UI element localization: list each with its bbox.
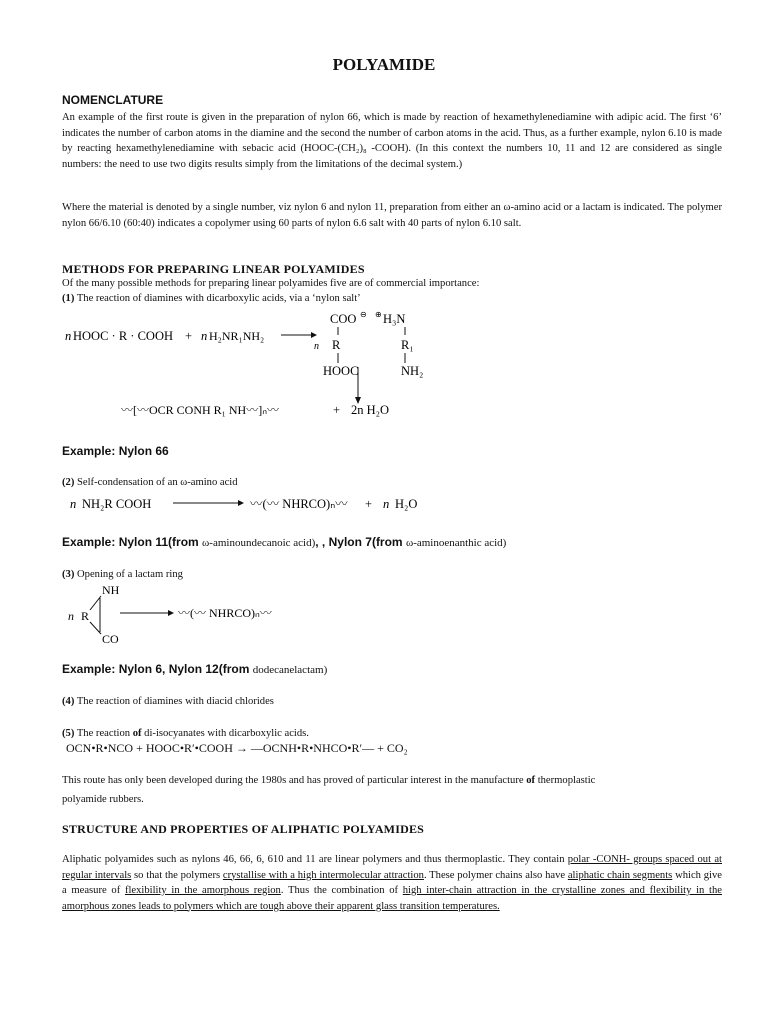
underline-crystallise: crystallise with a high intermolecular attraction	[222, 869, 424, 881]
method-1-text: The reaction of diamines with dicarboxylic acids, via a ‘nylon salt’	[74, 293, 361, 304]
method-4-number: (4)	[62, 696, 75, 707]
nomenclature-paragraph-1: An example of the first route is given in the preparation of nylon 66, which is made by reaction of hexamethylenediamine with adipic acid. The first ‘6’ indicates the number of carbon atoms in the diamine and the second the number of carbon atoms in the acid. Thus, as a further example, nylon 6.10 is made by reacting hexamethylenediamine with sebacic acid (HOOC-(CH₂)₈ -COOH). (In this context the numbers 10, 11 and 12 are considered as single numbers: the need to use two digits results simply from the limitations of the decimal system.)	[62, 112, 722, 170]
method-2-text: Self-condensation of an ω-amino acid	[74, 477, 238, 488]
example-nylon-11-7: Example: Nylon 11(from ω-aminoundecanoic acid), , Nylon 7(from ω-aminoenanthic acid)	[62, 535, 507, 549]
method-5-number: (5)	[62, 728, 75, 739]
structure-paragraph: Aliphatic polyamides such as nylons 46, 66, 6, 610 and 11 are linear polymers and thus thermoplastic. They contain polar -CONH- groups spaced out at regular intervals so that the polymers crystallise with a high intermolecular attraction. These polymer chains also have aliphatic chain segments which give a measure of flexibility in the amorphous region. Thus the combination of high inter-chain attraction in the crystalline zones and flexibility in the amorphous zones leads to polymers which are tough above their apparent glass transition temperatures.	[62, 854, 722, 912]
section-heading-methods: METHODS FOR PREPARING LINEAR POLYAMIDES	[62, 262, 365, 276]
method-2-number: (2)	[62, 477, 75, 488]
eq3-product: 〰(〰 NHRCO)ₙ〰	[178, 606, 272, 620]
eq3-n: n	[68, 609, 74, 623]
eq1-salt-hooc: HOOC	[323, 364, 359, 378]
underline-aliphatic-segments: aliphatic chain segments	[567, 869, 673, 881]
eq2-water-n: n	[383, 497, 390, 511]
eq1-n-acid: n	[65, 329, 72, 343]
eq1-product-plus: +	[333, 403, 341, 417]
eq1-product-water: 2n H₂O	[351, 403, 390, 417]
eq2-plus: +	[365, 497, 373, 511]
eq3-nh: NH	[102, 583, 120, 597]
eq1-salt-h3n: H₃N	[383, 312, 406, 326]
methods-intro: Of the many possible methods for preparing linear polyamides five are of commercial importance:	[62, 278, 480, 289]
example-nylon-6-12: Example: Nylon 6, Nylon 12(from dodecanelactam)	[62, 662, 328, 676]
eq1-salt-pos-charge: ⊕	[375, 310, 382, 319]
equation-nylon-salt	[55, 305, 475, 425]
eq1-salt-nh2: NH₂	[401, 364, 424, 378]
eq3-r: R	[81, 609, 90, 623]
method-3-text: Opening of a lactam ring	[74, 569, 183, 580]
page-title: POLYAMIDE	[332, 55, 436, 74]
eq1-salt-r1: R₁	[401, 338, 414, 352]
eq2-product: 〰(〰 NHRCO)ₙ〰	[250, 497, 348, 511]
eq1-salt-neg-charge: ⊖	[360, 310, 367, 319]
eq1-salt-coo: COO	[330, 312, 357, 326]
eq1-n-amine: n	[201, 329, 208, 343]
equation-isocyanate: OCN•R•NCO + HOOC•R′•COOH → —OCNH•R•NHCO•R′— + CO₂	[66, 741, 408, 755]
section-heading-nomenclature: NOMENCLATURE	[62, 93, 164, 107]
equation-lactam	[60, 580, 320, 648]
eq1-diamine: H₂NR₁NH₂	[209, 329, 265, 343]
eq2-reactant: NH₂R COOH	[82, 497, 152, 511]
eq2-water: H₂O	[395, 497, 418, 511]
method-1	[62, 291, 361, 306]
method-2	[62, 475, 238, 490]
eq1-diacid: HOOC · R · COOH	[73, 329, 173, 343]
underline-polar-groups: polar -CONH- groups spaced out at regular intervals	[62, 854, 722, 881]
eq1-salt-n: n	[314, 341, 319, 352]
nomenclature-paragraph-2: Where the material is denoted by a single number, viz nylon 6 and nylon 11, preparation from either an ω-amino acid or a lactam is indicated. The polymer nylon 66/6.10 (60:40) indicates a copolymer using 60 parts of nylon 6.6 salt with 40 parts of nylon 6.10 salt.	[62, 202, 722, 229]
method-4-text: The reaction of diamines with diacid chlorides	[74, 696, 274, 707]
example-nylon-66: Example: Nylon 66	[62, 444, 169, 458]
route-note-line-1: This route has only been developed during the 1980s and has proved of particular interest in the manufacture of thermoplastic	[62, 775, 596, 786]
method-5: (5) The reaction of di-isocyanates with dicarboxylic acids.	[62, 728, 309, 739]
method-4	[62, 694, 274, 709]
route-note-line-2: polyamide rubbers.	[62, 794, 144, 805]
underline-flexibility: flexibility in the amorphous region	[124, 885, 281, 896]
method-3-number: (3)	[62, 569, 75, 580]
eq3-co: CO	[102, 632, 119, 646]
eq1-product: 〰[〰OCR CONH R₁ NH〰]ₙ〰	[121, 403, 279, 417]
equation-amino-acid	[60, 490, 440, 518]
eq1-plus: +	[185, 329, 193, 343]
eq1-salt-r: R	[332, 338, 341, 352]
section-heading-structure: STRUCTURE AND PROPERTIES OF ALIPHATIC POLYAMIDES	[62, 822, 425, 836]
method-1-number: (1)	[62, 293, 75, 304]
underline-conclusion: high inter-chain attraction in the crystalline zones and flexibility in the amorphous zones leads to polymers which are tough above their apparent glass transition temperatures.	[62, 885, 722, 912]
eq2-n: n	[70, 497, 77, 511]
